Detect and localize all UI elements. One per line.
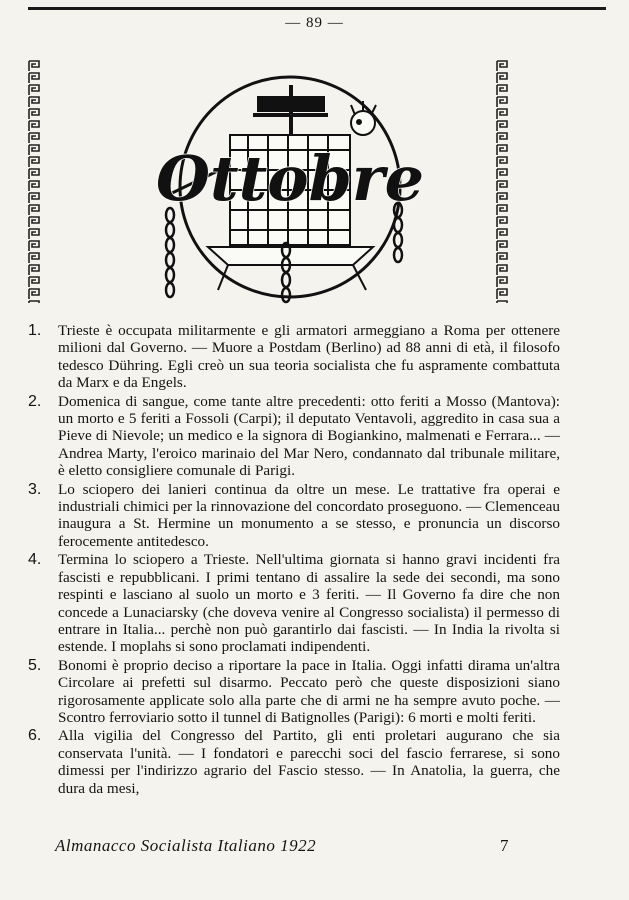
right-ornament-border (495, 60, 509, 303)
list-item (22, 657, 560, 727)
page-number: — 89 — (285, 15, 344, 31)
gargoyle-head-icon (351, 101, 376, 135)
entry-number: 3. (28, 480, 42, 498)
left-ornament-border (27, 60, 41, 303)
chronicle-entries (22, 322, 560, 798)
entry-number: 6. (28, 727, 42, 745)
october-illustration (148, 75, 433, 310)
list-item (22, 727, 560, 797)
entry-number: 1. (28, 322, 42, 339)
entry-text: Trieste è occupata militarmente e gli armatori armeggiano a Roma per ottenere milioni dal Governo. — Muore a Postdam (Berlino) ad 88 anni di età, il filosofo tedesco Dühring. Egli creò un sua teoria socialista che fu aspramente combattuta da Marx e da Engels. (58, 322, 560, 392)
entry-text: Lo sciopero dei lanieri continua da oltre un mese. Le trattative fra operai e industriali chimici per la rinnovazione del concordato proseguono. — Clemenceau inaugura a St. Hermine un monumento a se stesso, e pronuncia un discorso ferocemente antitedesco. (58, 480, 560, 550)
list-item (22, 322, 560, 392)
entry-number: 4. (28, 551, 42, 569)
entry-number: 5. (28, 656, 42, 674)
entry-text: Alla vigilia del Congresso del Partito, gli enti proletari augurano che sia conservata l'unità. — I fondatori e parecchi soci del fascio ferrarese, si sono dimessi per l'indirizzo agrario del Fascio stesso. — In Anatolia, la guerra, che dura da mesi, (58, 727, 560, 797)
entry-text: Bonomi è proprio deciso a riportare la pace in Italia. Oggi infatti dirama un'altra Circolare ai prefetti sul disarmo. Peccato però che queste disposizioni siano rigorosamente applicate solo alla parte che di armi ne ha sempre avuto poche. — Scontro ferroviario sotto il tunnel di Batignolles (Parigi): 6 morti e molti feriti. (58, 656, 560, 726)
footer-page-number: 7 (500, 836, 509, 855)
footer-title: Almanacco Socialista Italiano 1922 (55, 836, 317, 855)
list-item (22, 551, 560, 655)
illustration-title: Ottobre (155, 142, 425, 215)
list-item (22, 393, 560, 480)
entry-number: 2. (28, 392, 42, 410)
top-rule (28, 7, 606, 10)
entry-text: Domenica di sangue, come tante altre precedenti: otto feriti a Mosso (Mantova): un morto e 5 feriti a Fossoli (Carpi); il deputato Ventavoli, aggredito in casa sua a Pieve di Nievole; un medico e la signora di Bogiankino, malmenati e Ferrara... — Andrea Marty, l'eroico marinaio del Mar Nero, condannato dal tribunale militare, è eletto consigliere comunale di Parigi. (58, 392, 560, 480)
entry-text: Termina lo sciopero a Trieste. Nell'ultima giornata si hanno gravi incidenti fra fascisti e repubblicani. I primi tentano di assalire la sede dei secondi, ma sono respinti e lasciano al suolo un morto e 3 feriti. — Il Governo fa dire che non concede a Lunaciarsky (che doveva venire al Congresso socialista) il permesso di entrare in Italia... perchè non può garantirlo dai fascisti. — In India la rivolta si estende. I moplahs si sono proclamati indipendenti. (58, 551, 560, 656)
list-item (22, 481, 560, 551)
